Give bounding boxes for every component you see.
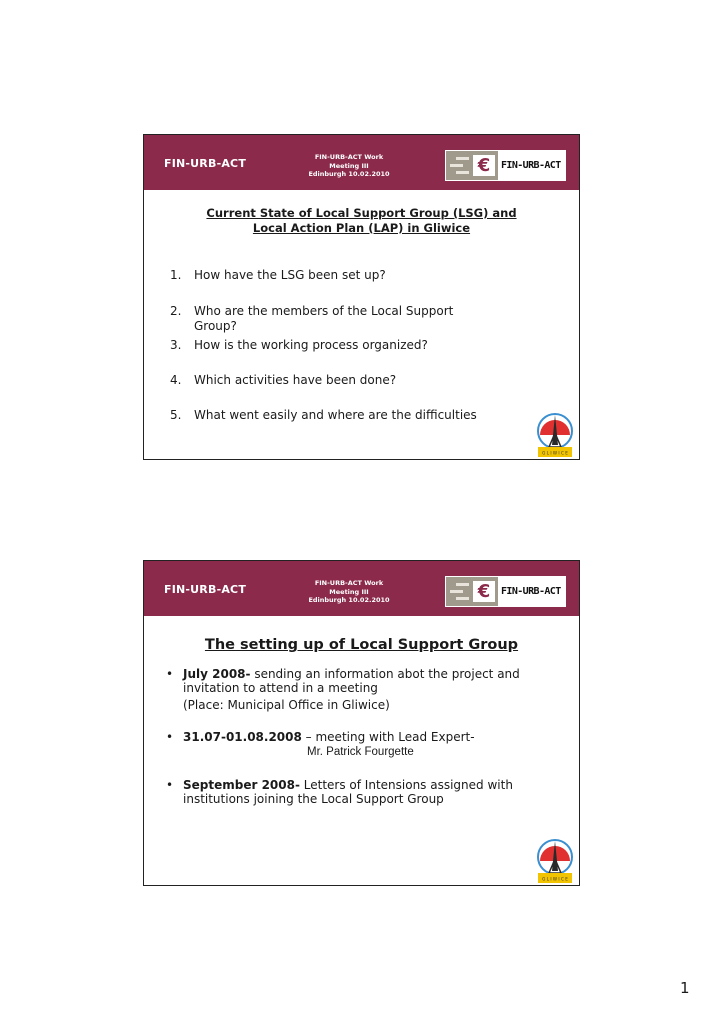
bullet-icon: •: [166, 778, 174, 792]
slide-header: [144, 135, 579, 190]
euro-icon: €: [473, 155, 495, 176]
fin-urb-act-logo: [445, 576, 566, 607]
euro-icon: €: [473, 581, 495, 602]
slide-2: FIN-URB-ACT FIN-URB-ACT Work Meeting III Edinburgh 10.02.2010 € FIN-URB-ACT The setting up of Local Support Group • July 2008- sending an information abot the project and invitation to attend in a meeting (Place: Municipal Office in Gliwice) • 31.07-01.08.2008 – meeting with Lead Expert- Mr. Patrick Fourgette • September 2008- Letters of Intensions assigned with institutions joining the Local Support Group G L I W I C E: [143, 560, 580, 886]
slide-title: Current State of Local Support Group (LSG) and Local Action Plan (LAP) in Gliwice: [206, 206, 517, 235]
slide-header: [144, 561, 579, 616]
emblem-label: G L I W I C E: [542, 450, 568, 456]
header-meeting-info: FIN-URB-ACT Work Meeting III Edinburgh 10.02.2010: [308, 153, 390, 178]
logo-mark-icon: [446, 577, 498, 606]
header-meeting-info: FIN-URB-ACT Work Meeting III Edinburgh 10.02.2010: [308, 579, 390, 604]
logo-mark-icon: [446, 151, 498, 180]
page-number: 1: [680, 979, 690, 997]
gliwice-emblem-icon: [536, 411, 574, 459]
lead-expert-name: Mr. Patrick Fourgette: [307, 746, 414, 758]
logo-text: FIN-URB-ACT: [501, 586, 561, 597]
fin-urb-act-logo: [445, 150, 566, 181]
slide-1: FIN-URB-ACT FIN-URB-ACT Work Meeting III Edinburgh 10.02.2010 € FIN-URB-ACT Current State of Local Support Group (LSG) and Local Action Plan (LAP) in Gliwice 1. How have the LSG been set up? 2. Who are the members of the Local Support Group? 3. How is the working process organized? 4. Which activities have been done? 5. What went easily and where are the difficulties G L I W I C E: [143, 134, 580, 460]
emblem-label: G L I W I C E: [542, 876, 568, 882]
header-project-name: FIN-URB-ACT: [164, 157, 247, 170]
bullet-icon: •: [166, 730, 174, 744]
logo-text: FIN-URB-ACT: [501, 160, 561, 171]
slide-title: The setting up of Local Support Group: [204, 637, 519, 653]
header-project-name: FIN-URB-ACT: [164, 583, 247, 596]
gliwice-emblem-icon: [536, 837, 574, 885]
bullet-icon: •: [166, 667, 174, 681]
